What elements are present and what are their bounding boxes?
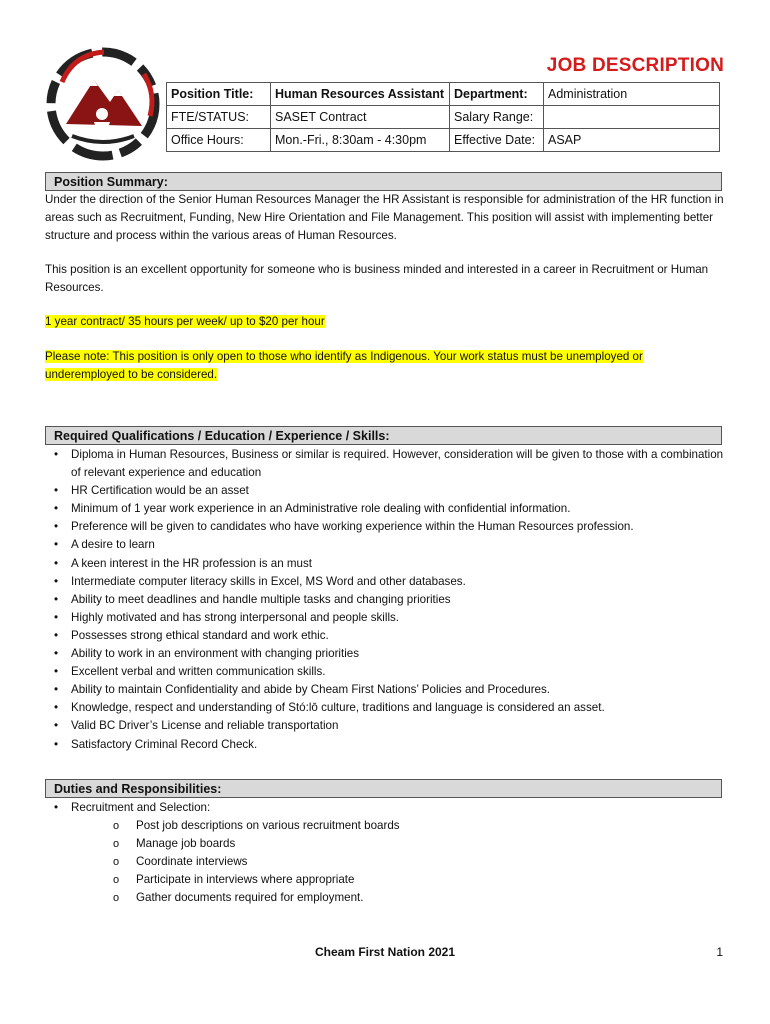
list-item: o Manage job boards — [45, 835, 725, 853]
fte-value: SASET Contract — [271, 106, 450, 129]
office-hours-label: Office Hours: — [167, 129, 271, 152]
summary-paragraph-2: This position is an excellent opportunity for someone who is business minded and interested in a career in Recruitment or Human Resources. — [45, 263, 709, 294]
table-row — [167, 83, 720, 106]
table-row — [167, 106, 720, 129]
office-hours-value: Mon.-Fri., 8:30am - 4:30pm — [271, 129, 450, 152]
qualifications-heading: Required Qualifications / Education / Experience / Skills: — [45, 426, 722, 445]
list-item: o Post job descriptions on various recruitment boards — [45, 817, 725, 835]
position-title-value: Human Resources Assistant — [271, 83, 450, 106]
list-item: • Satisfactory Criminal Record Check. — [45, 736, 725, 754]
list-item: • A desire to learn — [45, 536, 725, 554]
list-item: • Intermediate computer literacy skills in Excel, MS Word and other databases. — [45, 573, 725, 591]
list-item: • Possesses strong ethical standard and work ethic. — [45, 627, 725, 645]
summary-highlight-contract — [45, 313, 725, 331]
department-label: Department: — [450, 83, 544, 106]
eligibility-note-text: Please note: This position is only open to those who identify as Indigenous. Your work status must be unemployed or underemployed to be considered. — [45, 350, 643, 381]
list-item: • Ability to work in an environment with changing priorities — [45, 645, 725, 663]
list-item: • Ability to maintain Confidentiality and abide by Cheam First Nations’ Policies and Procedures. — [45, 681, 725, 699]
list-item: • Excellent verbal and written communication skills. — [45, 663, 725, 681]
list-item: • Highly motivated and has strong interpersonal and people skills. — [45, 609, 725, 627]
fte-label: FTE/STATUS: — [167, 106, 271, 129]
position-summary-heading: Position Summary: — [45, 172, 722, 191]
list-item: • Ability to meet deadlines and handle multiple tasks and changing priorities — [45, 591, 725, 609]
footer-text: Cheam First Nation 2021 — [314, 945, 456, 959]
list-item: • HR Certification would be an asset — [45, 482, 725, 500]
department-value: Administration — [544, 83, 720, 106]
job-info-table — [166, 82, 720, 152]
duty-sub-list — [45, 817, 725, 907]
contract-terms-text: 1 year contract/ 35 hours per week/ up to $20 per hour — [45, 315, 325, 328]
effective-date-label: Effective Date: — [450, 129, 544, 152]
duty-category-label: Recruitment and Selection: — [71, 801, 211, 814]
salary-value — [544, 106, 720, 129]
summary-highlight-note — [45, 348, 725, 384]
table-row — [167, 129, 720, 152]
list-item: o Coordinate interviews — [45, 853, 725, 871]
list-item: • Valid BC Driver’s License and reliable transportation — [45, 717, 725, 735]
list-item — [45, 799, 725, 908]
effective-date-value: ASAP — [544, 129, 720, 152]
list-item: o Gather documents required for employment. — [45, 889, 725, 907]
document-title: JOB DESCRIPTION — [546, 55, 724, 76]
list-item: • A keen interest in the HR profession is an must — [45, 555, 725, 573]
list-item: • Preference will be given to candidates who have working experience within the Human Resources profession. — [45, 518, 725, 536]
list-item: • Knowledge, respect and understanding of Stó:lō culture, traditions and language is considered an asset. — [45, 699, 725, 717]
position-title-label: Position Title: — [167, 83, 271, 106]
duties-heading: Duties and Responsibilities: — [45, 779, 722, 798]
list-item: • Diploma in Human Resources, Business or similar is required. However, consideration will be given to those with a combination of relevant experience and education — [45, 446, 725, 482]
summary-paragraph-1: Under the direction of the Senior Human Resources Manager the HR Assistant is responsible for administration of the HR function in areas such as Recruitment, Funding, New Hire Orientation and File Management. This position will assist with implementing better structure and process within the various areas of Human Resources. — [45, 193, 724, 242]
list-item: • Minimum of 1 year work experience in an Administrative role dealing with confidential information. — [45, 500, 725, 518]
duties-list — [45, 799, 725, 908]
page-number: 1 — [716, 945, 723, 959]
salary-label: Salary Range: — [450, 106, 544, 129]
cheam-first-nation-logo-icon — [44, 44, 162, 162]
list-item: o Participate in interviews where appropriate — [45, 871, 725, 889]
qualifications-list — [45, 446, 725, 754]
